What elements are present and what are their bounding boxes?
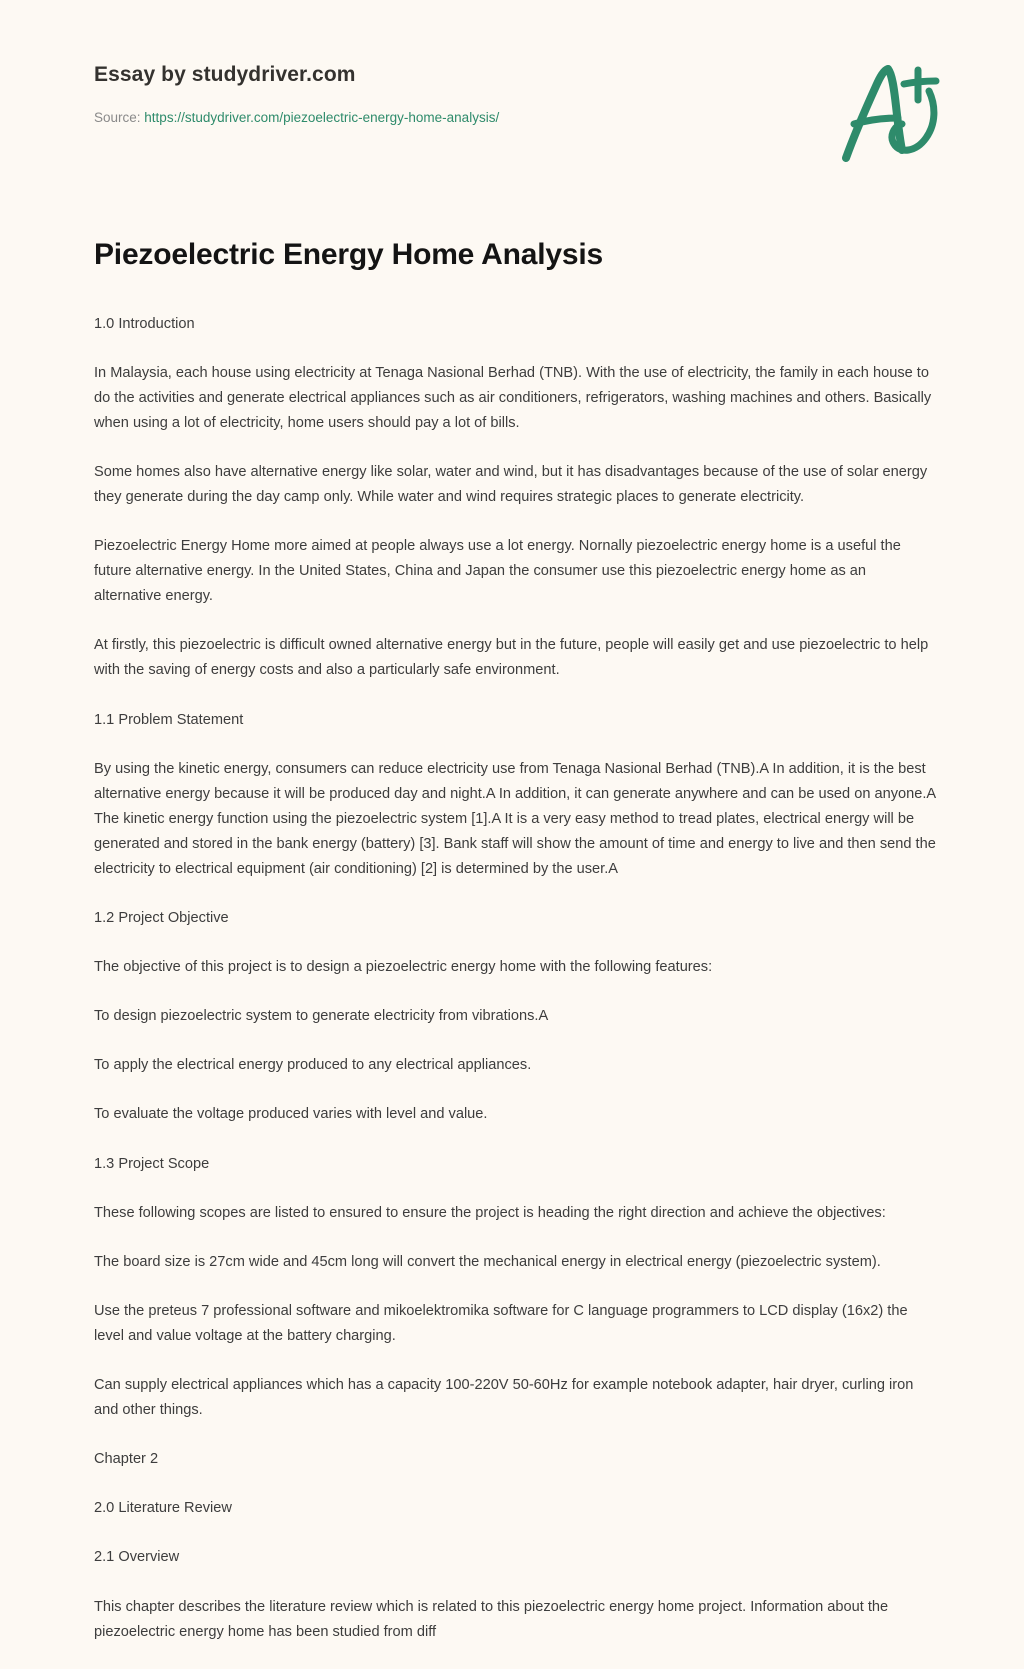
- paragraph: 1.0 Introduction: [94, 315, 195, 332]
- page-title: Piezoelectric Energy Home Analysis: [94, 238, 603, 271]
- paragraph: 1.2 Project Objective: [94, 910, 229, 927]
- paragraph: 2.1 Overview: [94, 1549, 180, 1566]
- paragraph: These following scopes are listed to ensured to ensure the project is heading the right direction and achieve the objectives:: [94, 1204, 886, 1221]
- paragraph: Some homes also have alternative energy like solar, water and wind, but it has disadvantages because of the use of solar energy they generate during the day camp only. While water and wind requires strategic places to generate electricity.: [94, 463, 928, 505]
- paragraph: To design piezoelectric system to generate electricity from vibrations.A: [94, 1008, 549, 1025]
- source-url-link[interactable]: https://studydriver.com/piezoelectric-energy-home-analysis/: [144, 110, 500, 126]
- paragraph: By using the kinetic energy, consumers can reduce electricity use from Tenaga Nasional Berhad (TNB).A In addition, it is the best alternative energy because it will be produced day and night.A In addition, it can generate anywhere and can be used on anyone.A The kinetic energy function using the piezoelectric system [1].A It is a very easy method to tread plates, electrical energy will be generated and stored in the bank energy (battery) [3]. Bank staff will show the amount of time and energy to live and then send the electricity to electrical equipment (air conditioning) [2] is determined by the user.A: [94, 760, 936, 877]
- paragraph: 1.1 Problem Statement: [94, 711, 244, 728]
- paragraph: The objective of this project is to design a piezoelectric energy home with the following features:: [94, 959, 713, 976]
- paragraph: At firstly, this piezoelectric is difficult owned alternative energy but in the future, people will easily get and use piezoelectric to help with the saving of energy costs and also a particularly safe environment.: [94, 637, 929, 679]
- document-body: [94, 236, 936, 1669]
- source-line: [94, 109, 930, 127]
- paragraph: Use the preteus 7 professional software and mikoelektromika software for C language programmers to LCD display (16x2) the level and value voltage at the battery charging.: [94, 1302, 908, 1344]
- paragraph: 1.3 Project Scope: [94, 1155, 210, 1172]
- paragraph: In Malaysia, each house using electricity at Tenaga Nasional Berhad (TNB). With the use of electricity, the family in each house to do the activities and generate electrical appliances such as air conditioners, refrigerators, washing machines and others. Basically when using a lot of electricity, home users should pay a lot of bills.: [94, 364, 932, 431]
- paragraph: To evaluate the voltage produced varies with level and value.: [94, 1106, 488, 1123]
- paragraph: To apply the electrical energy produced to any electrical appliances.: [94, 1057, 532, 1074]
- paragraph: This chapter describes the literature review which is related to this piezoelectric energy home project. Information about the piezoelectric energy home has been studied from diff: [94, 1598, 889, 1640]
- a-plus-logo-icon: [832, 58, 952, 168]
- brand-title: Essay by studydriver.com: [94, 63, 356, 86]
- paragraph: The board size is 27cm wide and 45cm long will convert the mechanical energy in electrical energy (piezoelectric system).: [94, 1253, 881, 1270]
- paragraph: Piezoelectric Energy Home more aimed at people always use a lot energy. Nornally piezoelectric energy home is a useful the future alternative energy. In the United States, China and Japan the consumer use this piezoelectric energy home as an alternative energy.: [94, 538, 901, 605]
- paragraph: Can supply electrical appliances which has a capacity 100-220V 50-60Hz for example notebook adapter, hair dryer, curling iron and other things.: [94, 1377, 914, 1419]
- paragraph: Chapter 2: [94, 1451, 159, 1468]
- source-label: Source:: [94, 110, 141, 126]
- paragraph: 2.0 Literature Review: [94, 1500, 232, 1517]
